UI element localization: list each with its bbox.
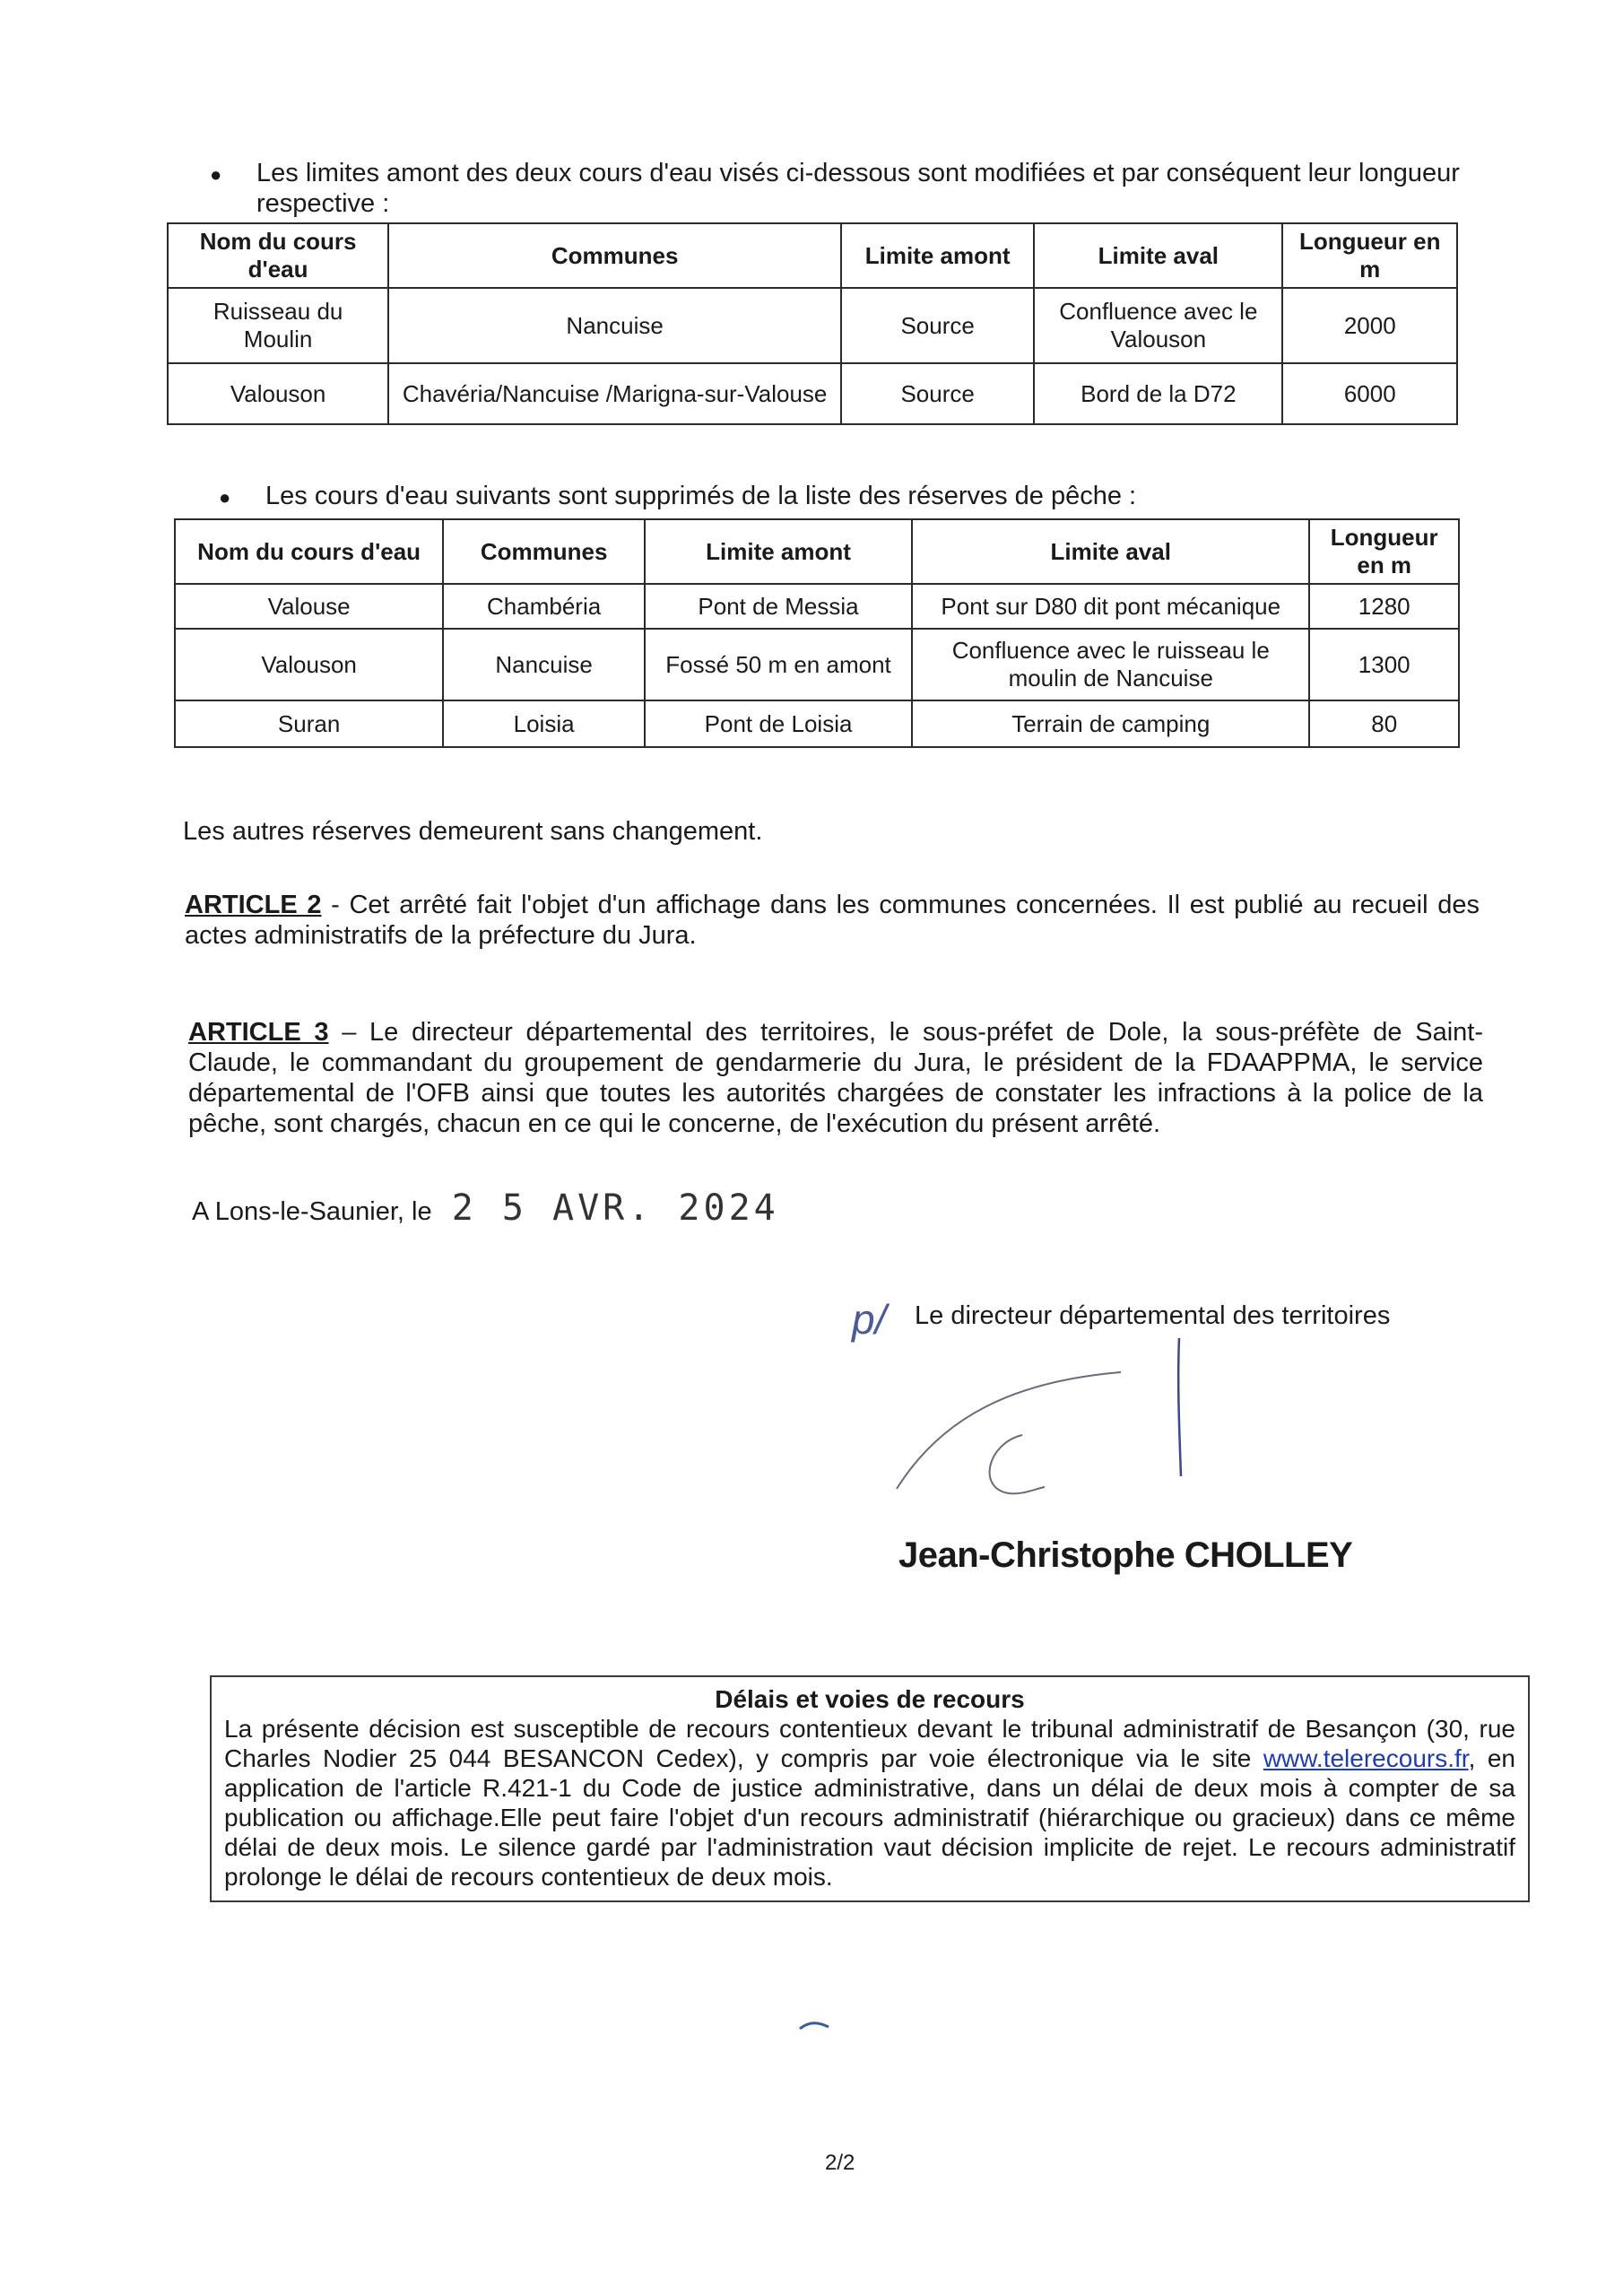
cell-length: 2000 — [1282, 288, 1457, 363]
cell-upstream: Pont de Messia — [645, 584, 912, 629]
cell-upstream: Source — [841, 288, 1034, 363]
bullet-intro-modified-limits — [210, 158, 1476, 219]
page-number: 2/2 — [825, 2151, 855, 2175]
handwritten-signature — [888, 1345, 1157, 1516]
section2-intro: Les cours d'eau suivants sont supprimés de la liste des réserves de pêche : — [265, 482, 1137, 510]
section1-intro: Les limites amont des deux cours d'eau visés ci-dessous sont modifiées et par conséquent leur longueur respective : — [256, 159, 1460, 218]
dateline-place: A Lons-le-Saunier, le — [192, 1197, 432, 1226]
bullet-dot: ● — [219, 486, 231, 509]
signer-name: Jean-Christophe CHOLLEY — [898, 1535, 1353, 1575]
modified-limits-table — [167, 222, 1458, 425]
date-stamp: 2 5 AVR. 2024 — [451, 1187, 779, 1229]
cell-downstream: Pont sur D80 dit pont mécanique — [912, 584, 1309, 629]
cell-length: 1280 — [1309, 584, 1459, 629]
col-header-communes: Communes — [388, 223, 841, 288]
pp-mark: p/ — [852, 1296, 887, 1343]
col-header-upstream: Limite amont — [841, 223, 1034, 288]
cell-length: 80 — [1309, 700, 1459, 747]
cell-communes: Nancuise — [388, 288, 841, 363]
table-row — [175, 629, 1459, 700]
cell-communes: Chambéria — [443, 584, 645, 629]
article-2-text: - Cet arrêté fait l'objet d'un affichage dans les communes concernées. Il est publié au recueil des actes administratifs de la préfecture du Jura. — [185, 891, 1480, 950]
appeal-notice-text — [224, 1714, 1515, 1892]
cell-length: 6000 — [1282, 363, 1457, 424]
appeal-text-part1: La présente décision est susceptible de recours contentieux devant le tribunal administratif de Besançon (30, rue Charles Nodier 25 044 BESANCON Cedex), y compris par voie électronique via le site — [224, 1715, 1515, 1772]
other-reserves-note: Les autres réserves demeurent sans changement. — [183, 817, 763, 846]
dateline — [192, 1187, 779, 1229]
col-header-communes: Communes — [443, 519, 645, 584]
cell-downstream: Confluence avec le ruisseau le moulin de Nancuise — [912, 629, 1309, 700]
col-header-length: Longueur en m — [1309, 519, 1459, 584]
cell-communes: Nancuise — [443, 629, 645, 700]
table-row — [175, 584, 1459, 629]
col-header-downstream: Limite aval — [912, 519, 1309, 584]
col-header-downstream: Limite aval — [1034, 223, 1282, 288]
table-row — [168, 363, 1457, 424]
article-3-text: – Le directeur départemental des territoires, le sous-préfet de Dole, la sous-préfète de Saint-Claude, le commandant du groupement de gendarmerie du Jura, le président de la FDAAPPMA, le service départemental de l'OFB ainsi que toutes les autorités chargées de constater les infractions à la police de la pêche, sont chargés, chacun en ce qui le concerne, de l'exécution du présent arrêté. — [188, 1018, 1484, 1138]
cell-upstream: Source — [841, 363, 1034, 424]
cell-downstream: Bord de la D72 — [1034, 363, 1282, 424]
bullet-dot: ● — [210, 163, 222, 186]
cell-name: Ruisseau du Moulin — [168, 288, 388, 363]
cell-name: Suran — [175, 700, 443, 747]
cell-name: Valouson — [175, 629, 443, 700]
table-row — [175, 700, 1459, 747]
cell-length: 1300 — [1309, 629, 1459, 700]
telerecours-link[interactable]: www.telerecours.fr — [1263, 1744, 1469, 1772]
cell-downstream: Confluence avec le Valouson — [1034, 288, 1282, 363]
col-header-name: Nom du cours d'eau — [175, 519, 443, 584]
signature-vertical-stroke — [1170, 1336, 1188, 1480]
article-3-label: ARTICLE 3 — [188, 1018, 329, 1047]
appeal-notice-box — [210, 1675, 1530, 1902]
cell-upstream: Fossé 50 m en amont — [645, 629, 912, 700]
appeal-notice-title: Délais et voies de recours — [715, 1685, 1025, 1713]
col-header-name: Nom du cours d'eau — [168, 223, 388, 288]
removed-reserves-table — [174, 518, 1460, 748]
table-header-row — [175, 519, 1459, 584]
table-row — [168, 288, 1457, 363]
article-2-label: ARTICLE 2 — [185, 891, 322, 919]
cell-upstream: Pont de Loisia — [645, 700, 912, 747]
cell-name: Valouson — [168, 363, 388, 424]
cell-downstream: Terrain de camping — [912, 700, 1309, 747]
scan-mark — [796, 2020, 832, 2032]
appeal-text-part2: , en application de l'article R.421-1 du Code de justice administrative, dans un délai de deux mois à compter de sa publication ou affichage.Elle peut faire l'objet d'un recours administratif (hiérarchique ou gracieux) dans ce même délai de deux mois. Le silence gardé par l'administration vaut décision implicite de rejet. Le recours administratif prolonge le délai de recours contentieux de deux mois. — [224, 1744, 1516, 1891]
cell-communes: Loisia — [443, 700, 645, 747]
article-2 — [185, 890, 1480, 951]
cell-communes: Chavéria/Nancuise /Marigna-sur-Valouse — [388, 363, 841, 424]
col-header-length: Longueur en m — [1282, 223, 1457, 288]
signer-title: Le directeur départemental des territoires — [915, 1301, 1391, 1330]
cell-name: Valouse — [175, 584, 443, 629]
article-3 — [188, 1017, 1483, 1139]
col-header-upstream: Limite amont — [645, 519, 912, 584]
table-header-row — [168, 223, 1457, 288]
bullet-intro-removed-reserves — [219, 481, 1431, 511]
